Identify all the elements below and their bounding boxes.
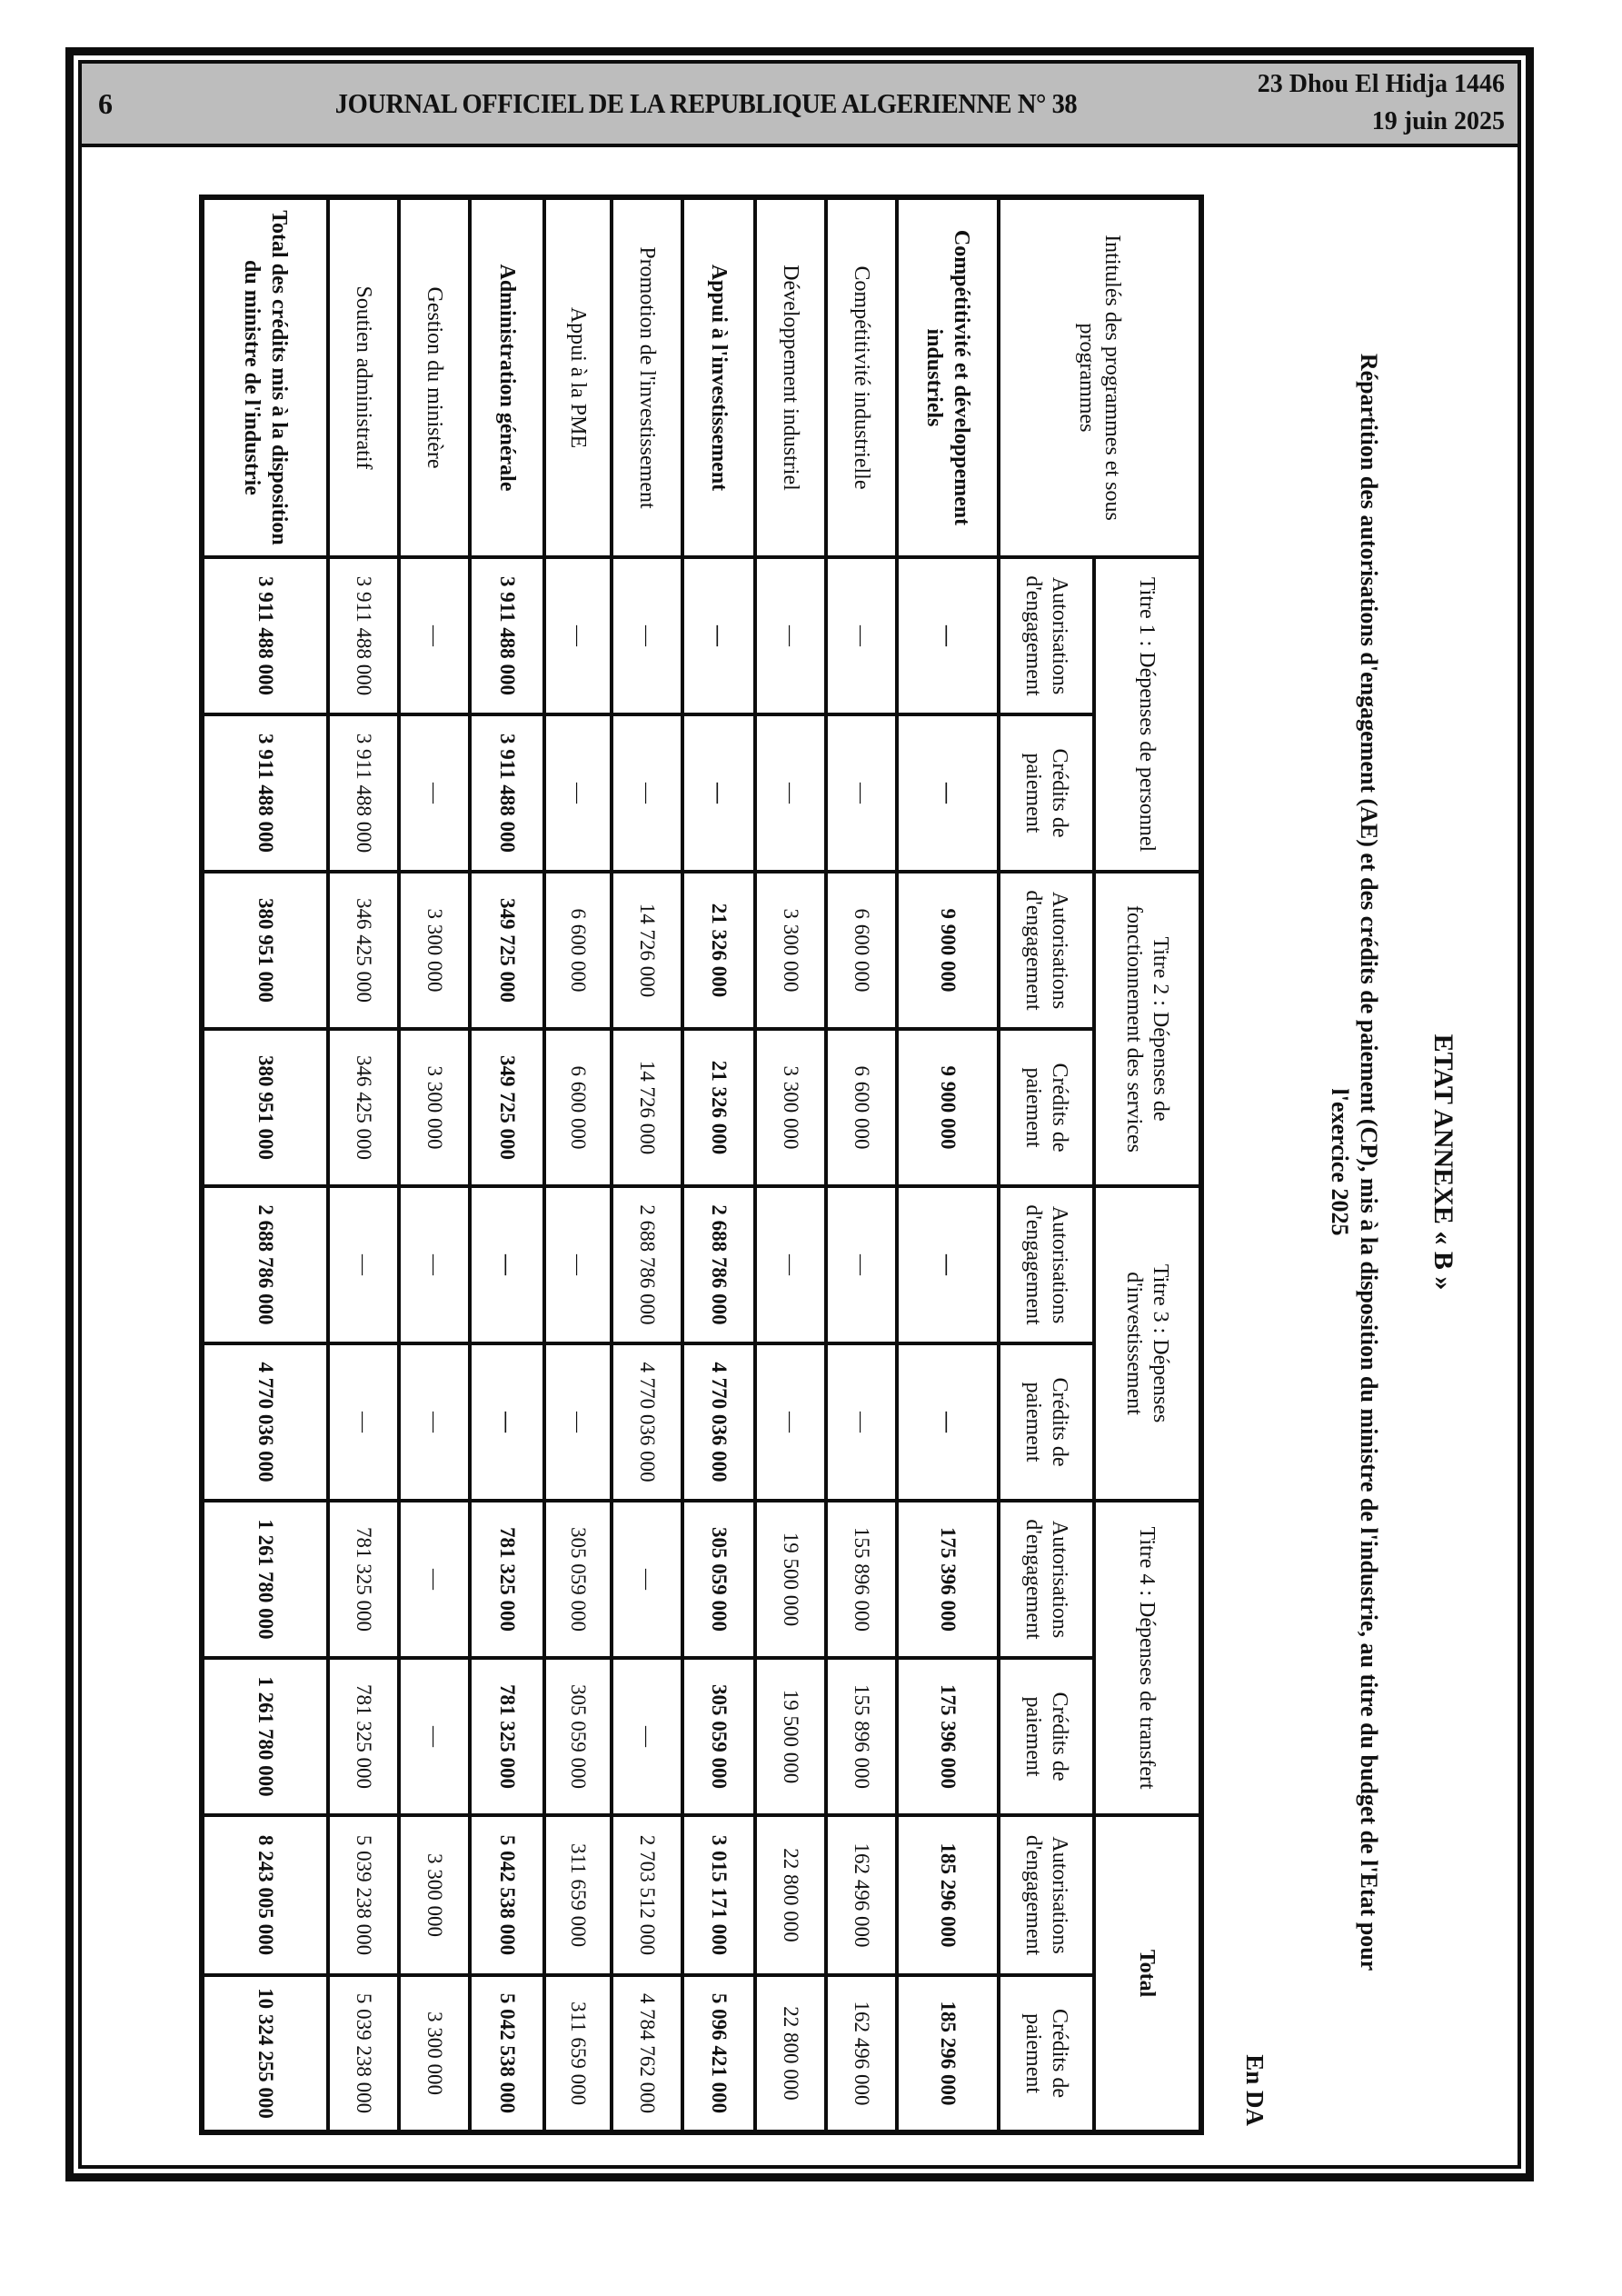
ae-header-cell: Autorisations d'engagement	[999, 1186, 1094, 1343]
value-cell: 5 042 538 000	[470, 1815, 544, 1975]
value-cell: —	[755, 557, 826, 714]
table-row	[399, 197, 470, 2132]
value-cell: —	[897, 1186, 999, 1343]
value-cell: 311 659 000	[544, 1815, 612, 1975]
value-cell: 9 900 000	[897, 872, 999, 1029]
issue-dates	[1196, 66, 1518, 140]
value-cell: 2 688 786 000	[612, 1186, 682, 1343]
value-cell: 2 703 512 000	[612, 1815, 682, 1975]
value-cell: 380 951 000	[202, 872, 328, 1029]
table-row	[897, 197, 999, 2132]
value-cell: —	[328, 1186, 399, 1343]
value-cell: 3 300 000	[755, 1029, 826, 1186]
value-cell: 311 659 000	[544, 1975, 612, 2132]
currency-note: En DA	[1240, 2054, 1269, 2126]
date-hijri: 23 Dhou El Hidja 1446	[1257, 70, 1505, 99]
table-row	[826, 197, 897, 2132]
value-cell: 3 911 488 000	[202, 557, 328, 714]
annex-title: ETAT ANNEXE « B »	[1428, 1033, 1458, 1291]
value-cell: 14 726 000	[612, 1029, 682, 1186]
value-cell: 162 496 000	[826, 1815, 897, 1975]
value-cell: —	[399, 714, 470, 872]
value-cell: —	[612, 1658, 682, 1815]
value-cell: —	[328, 1343, 399, 1501]
value-cell: 3 300 000	[755, 872, 826, 1029]
value-cell: 3 911 488 000	[470, 714, 544, 872]
value-cell: 4 770 036 000	[612, 1343, 682, 1501]
page-number: 6	[98, 86, 113, 120]
value-cell: —	[612, 714, 682, 872]
value-cell: 162 496 000	[826, 1975, 897, 2132]
titre2-header-cell: Titre 2 : Dépenses de fonctionnement des services	[1094, 872, 1201, 1186]
value-cell: 3 300 000	[399, 872, 470, 1029]
value-cell: 185 296 000	[897, 1975, 999, 2132]
value-cell: —	[826, 1343, 897, 1501]
cp-header-cell: Crédits de paiement	[999, 1343, 1094, 1501]
value-cell: —	[544, 557, 612, 714]
cp-header-cell: Crédits de paiement	[999, 1658, 1094, 1815]
value-cell: 6 600 000	[826, 872, 897, 1029]
value-cell: 1 261 780 000	[202, 1501, 328, 1658]
value-cell: 3 911 488 000	[470, 557, 544, 714]
value-cell: —	[826, 557, 897, 714]
value-cell: —	[897, 1343, 999, 1501]
value-cell: 155 896 000	[826, 1501, 897, 1658]
budget-table	[199, 195, 1204, 2135]
program-name-cell: Gestion du ministère	[399, 197, 470, 557]
value-cell: 346 425 000	[328, 872, 399, 1029]
value-cell: —	[544, 1186, 612, 1343]
value-cell: —	[897, 714, 999, 872]
table-row	[544, 197, 612, 2132]
program-name-cell: Total des crédits mis à la disposition du ministre de l'industrie	[202, 197, 328, 557]
value-cell: 6 600 000	[544, 872, 612, 1029]
value-cell: 6 600 000	[826, 1029, 897, 1186]
value-cell: 5 042 538 000	[470, 1975, 544, 2132]
value-cell: —	[399, 1186, 470, 1343]
value-cell: —	[612, 1501, 682, 1658]
table-row	[328, 197, 399, 2132]
journal-title: JOURNAL OFFICIEL DE LA REPUBLIQUE ALGERIENNE N° 38	[334, 87, 1078, 119]
value-cell: —	[682, 557, 755, 714]
value-cell: 781 325 000	[470, 1658, 544, 1815]
header-row-titles	[1094, 197, 1201, 2132]
titre1-header-cell: Titre 1 : Dépenses de personnel	[1094, 557, 1201, 872]
value-cell: —	[897, 557, 999, 714]
value-cell: 1 261 780 000	[202, 1658, 328, 1815]
annex-subtitle-line1: Répartition des autorisations d'engagement (AE) et des crédits de paiement (CP), mis à la disposition du ministre de l'industrie, au titre du budget de l'Etat pour	[1356, 353, 1383, 1972]
cp-header-cell: Crédits de paiement	[999, 1975, 1094, 2132]
titre3-header-cell: Titre 3 : Dépenses d'investissement	[1094, 1186, 1201, 1501]
value-cell: 21 326 000	[682, 872, 755, 1029]
masthead-band	[82, 64, 1518, 147]
value-cell: 21 326 000	[682, 1029, 755, 1186]
value-cell: 5 039 238 000	[328, 1815, 399, 1975]
table-row	[202, 197, 328, 2132]
value-cell: 175 396 000	[897, 1501, 999, 1658]
value-cell: 14 726 000	[612, 872, 682, 1029]
value-cell: 346 425 000	[328, 1029, 399, 1186]
value-cell: 305 059 000	[682, 1501, 755, 1658]
value-cell: —	[399, 1501, 470, 1658]
value-cell: 9 900 000	[897, 1029, 999, 1186]
value-cell: 781 325 000	[328, 1501, 399, 1658]
value-cell: —	[826, 1186, 897, 1343]
value-cell: —	[826, 714, 897, 872]
value-cell: 3 015 171 000	[682, 1815, 755, 1975]
value-cell: —	[399, 557, 470, 714]
value-cell: 380 951 000	[202, 1029, 328, 1186]
value-cell: 2 688 786 000	[682, 1186, 755, 1343]
value-cell: 22 800 000	[755, 1975, 826, 2132]
value-cell: —	[399, 1343, 470, 1501]
value-cell: 3 911 488 000	[328, 557, 399, 714]
value-cell: 8 243 005 000	[202, 1815, 328, 1975]
value-cell: 4 770 036 000	[682, 1343, 755, 1501]
value-cell: —	[399, 1658, 470, 1815]
total-header-cell: Total	[1094, 1815, 1201, 2132]
annex-rotated-block	[203, 195, 1490, 2130]
titre4-header-cell: Titre 4 : Dépenses de transfert	[1094, 1501, 1201, 1815]
value-cell: —	[544, 714, 612, 872]
value-cell: 4 770 036 000	[202, 1343, 328, 1501]
ae-header-cell: Autorisations d'engagement	[999, 872, 1094, 1029]
program-name-cell: Compétitivité et développement industriels	[897, 197, 999, 557]
value-cell: 2 688 786 000	[202, 1186, 328, 1343]
value-cell: 4 784 762 000	[612, 1975, 682, 2132]
value-cell: —	[682, 714, 755, 872]
date-gregorian: 19 juin 2025	[1371, 107, 1505, 135]
program-name-cell: Soutien administratif	[328, 197, 399, 557]
value-cell: 305 059 000	[544, 1501, 612, 1658]
value-cell: 3 911 488 000	[328, 714, 399, 872]
program-name-cell: Compétitivité industrielle	[826, 197, 897, 557]
program-name-cell: Administration générale	[470, 197, 544, 557]
value-cell: 22 800 000	[755, 1815, 826, 1975]
value-cell: 305 059 000	[682, 1658, 755, 1815]
table-body	[202, 197, 999, 2132]
cp-header-cell: Crédits de paiement	[999, 714, 1094, 872]
value-cell: 3 300 000	[399, 1975, 470, 2132]
program-name-cell: Appui à l'investissement	[682, 197, 755, 557]
value-cell: —	[755, 1186, 826, 1343]
value-cell: —	[755, 1343, 826, 1501]
value-cell: 10 324 255 000	[202, 1975, 328, 2132]
value-cell: —	[612, 557, 682, 714]
value-cell: 781 325 000	[328, 1658, 399, 1815]
value-cell: 349 725 000	[470, 1029, 544, 1186]
value-cell: —	[544, 1343, 612, 1501]
value-cell: 3 300 000	[399, 1029, 470, 1186]
value-cell: 155 896 000	[826, 1658, 897, 1815]
cp-header-cell: Crédits de paiement	[999, 1029, 1094, 1186]
value-cell: 3 300 000	[399, 1815, 470, 1975]
value-cell: 5 096 421 000	[682, 1975, 755, 2132]
ae-header-cell: Autorisations d'engagement	[999, 557, 1094, 714]
value-cell: 19 500 000	[755, 1658, 826, 1815]
value-cell: 305 059 000	[544, 1658, 612, 1815]
table-row	[682, 197, 755, 2132]
value-cell: 5 039 238 000	[328, 1975, 399, 2132]
program-name-cell: Promotion de l'investissement	[612, 197, 682, 557]
value-cell: —	[470, 1186, 544, 1343]
table-row	[612, 197, 682, 2132]
table-row	[470, 197, 544, 2132]
value-cell: 781 325 000	[470, 1501, 544, 1658]
ae-header-cell: Autorisations d'engagement	[999, 1815, 1094, 1975]
annex-subtitle-line2: l'exercice 2025	[1326, 1088, 1353, 1236]
program-name-cell: Appui à la PME	[544, 197, 612, 557]
program-name-cell: Développement industriel	[755, 197, 826, 557]
value-cell: 175 396 000	[897, 1658, 999, 1815]
table-row	[755, 197, 826, 2132]
ae-header-cell: Autorisations d'engagement	[999, 1501, 1094, 1658]
value-cell: 3 911 488 000	[202, 714, 328, 872]
value-cell: —	[470, 1343, 544, 1501]
value-cell: 6 600 000	[544, 1029, 612, 1186]
col1-header-cell: Intitulés des programmes et sous programmes	[999, 197, 1201, 557]
value-cell: —	[755, 714, 826, 872]
value-cell: 349 725 000	[470, 872, 544, 1029]
value-cell: 19 500 000	[755, 1501, 826, 1658]
value-cell: 185 296 000	[897, 1815, 999, 1975]
